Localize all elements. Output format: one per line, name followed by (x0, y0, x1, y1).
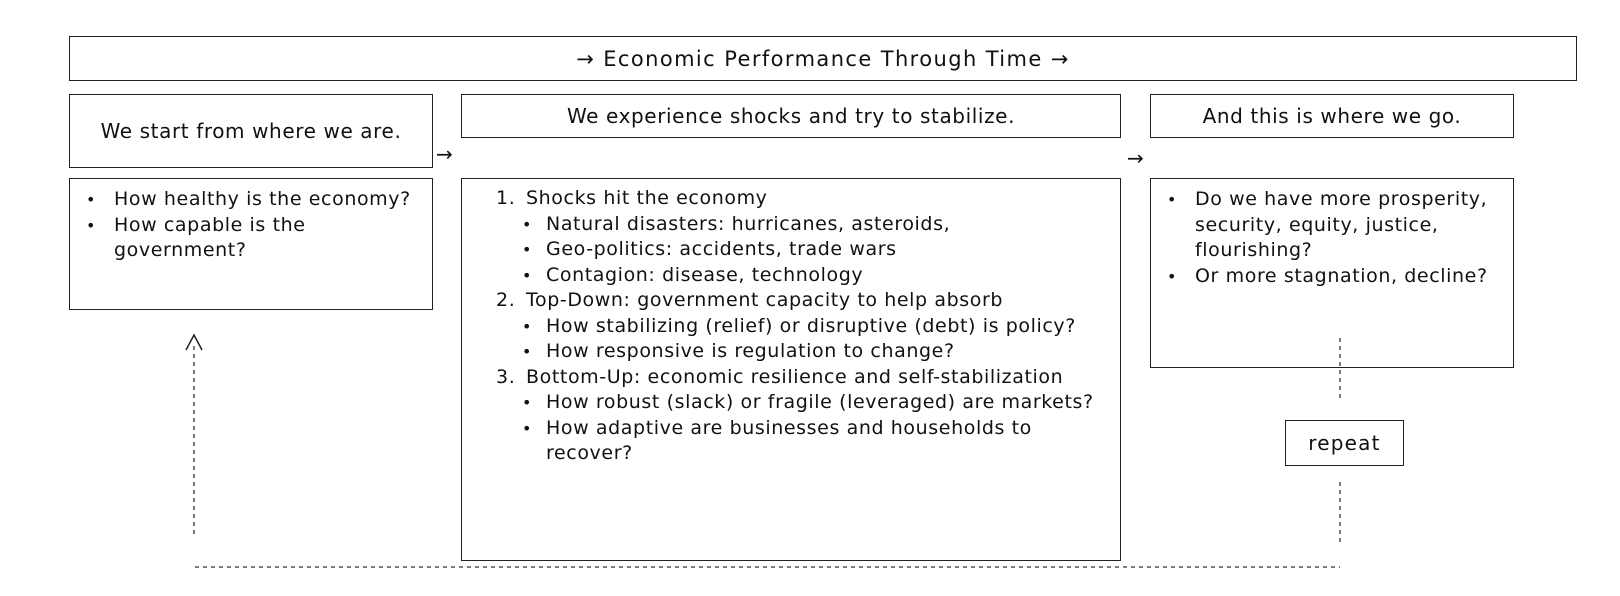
list-item: • How healthy is the economy? (84, 187, 422, 213)
step-number: 3. (496, 365, 516, 388)
list-item: • How robust (slack) or fragile (leveraged) are markets? (516, 390, 1110, 416)
list-item: • How stabilizing (relief) or disruptive (debt) is policy? (516, 314, 1110, 340)
list-item: • How capable is the government? (84, 213, 422, 264)
list-item: • Geo-politics: accidents, trade wars (516, 237, 1110, 263)
step-title: Bottom-Up: economic resilience and self-stabilization (526, 365, 1064, 388)
start-header-text: We start from where we are. (100, 119, 402, 143)
right-arrow-icon: → (1127, 146, 1145, 170)
shocks-header-text: We experience shocks and try to stabilize. (566, 104, 1016, 128)
list-item: • Contagion: disease, technology (516, 263, 1110, 289)
repeat-box (1285, 420, 1404, 466)
step-title: Top-Down: government capacity to help absorb (526, 289, 1004, 311)
right-arrow-icon: → (436, 142, 454, 166)
list-item: • Or more stagnation, decline? (1165, 264, 1503, 290)
list-item: • Do we have more prosperity, security, equity, justice, flourishing? (1165, 187, 1503, 264)
where-header-text: And this is where we go. (1202, 104, 1462, 128)
list-item: • Natural disasters: hurricanes, asteroids, (516, 212, 1110, 238)
list-item: • How adaptive are businesses and households to recover? (516, 416, 1110, 467)
banner-text: → Economic Performance Through Time → (576, 46, 1070, 71)
list-item: • How responsive is regulation to change? (516, 339, 1110, 365)
step-title: Shocks hit the economy (526, 187, 768, 209)
step-number: 2. (496, 289, 516, 311)
step-number: 1. (496, 187, 516, 209)
repeat-label: repeat (1308, 431, 1381, 455)
